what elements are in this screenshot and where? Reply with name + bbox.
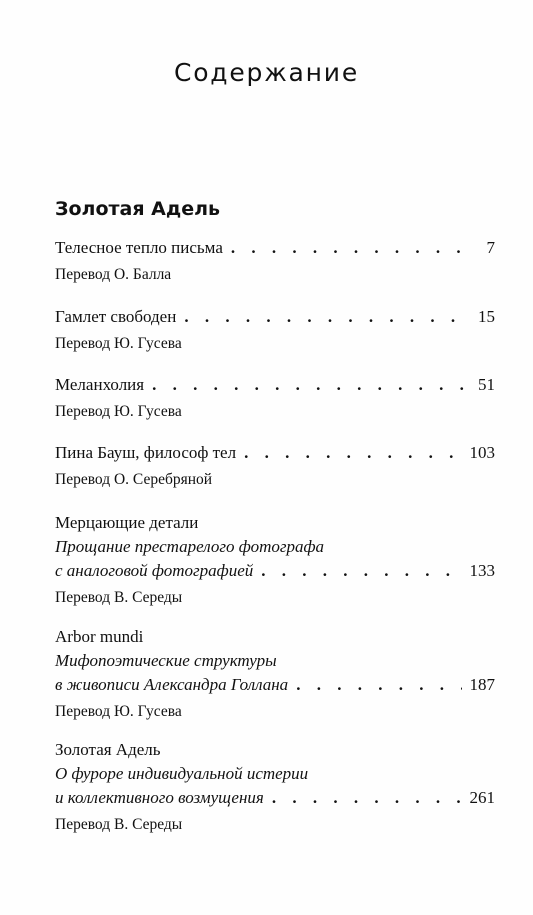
toc-entry[interactable]: [55, 625, 495, 723]
section-title: Золотая Адель: [55, 198, 221, 220]
page-number: 261: [469, 788, 495, 807]
dot-leader: [261, 559, 461, 583]
page-number: 51: [478, 375, 495, 394]
entry-title: Золотая Адель: [55, 740, 161, 759]
toc-entry[interactable]: [55, 373, 495, 423]
toc-entry[interactable]: [55, 305, 495, 355]
translator: Перевод В. Середы: [55, 816, 183, 833]
entry-subtitle: Мифопоэтические структуры: [55, 651, 277, 670]
entry-title: Arbor mundi: [55, 627, 144, 646]
dot-leader: [152, 373, 470, 397]
page-title: Содержание: [173, 58, 360, 87]
entry-title: Пина Бауш, философ тел: [55, 443, 237, 462]
translator: Перевод Ю. Гусева: [55, 703, 182, 720]
entry-title: Телесное тепло письма: [55, 238, 223, 257]
entry-title: Гамлет свободен: [55, 307, 177, 326]
entry-subtitle: Прощание престарелого фотографа: [55, 537, 325, 556]
dot-leader: [272, 786, 462, 810]
dot-leader: [244, 441, 461, 465]
toc-entry[interactable]: [55, 441, 495, 491]
dot-leader: [296, 673, 461, 697]
entry-title: Меланхолия: [55, 375, 145, 394]
toc-entry[interactable]: [55, 511, 495, 609]
dot-leader: [184, 305, 470, 329]
page-number: 7: [486, 238, 495, 257]
translator: Перевод О. Серебряной: [55, 471, 213, 488]
translator: Перевод В. Середы: [55, 589, 183, 606]
entry-subtitle: в живописи Александра Голлана: [55, 675, 289, 694]
entry-subtitle: О фуроре индивидуальной истерии: [55, 764, 309, 783]
toc-entry[interactable]: [55, 236, 495, 286]
toc-entry[interactable]: [55, 738, 495, 836]
translator: Перевод Ю. Гусева: [55, 403, 182, 420]
page-number: 133: [469, 561, 495, 580]
translator: Перевод Ю. Гусева: [55, 335, 182, 352]
entry-subtitle: с аналоговой фотографией: [55, 561, 254, 580]
entry-title: Мерцающие детали: [55, 513, 199, 532]
dot-leader: [231, 236, 477, 260]
entry-subtitle: и коллективного возмущения: [55, 788, 264, 807]
page-number: 187: [469, 675, 495, 694]
page-number: 103: [469, 443, 495, 462]
translator: Перевод О. Балла: [55, 266, 172, 283]
page-number: 15: [478, 307, 495, 326]
